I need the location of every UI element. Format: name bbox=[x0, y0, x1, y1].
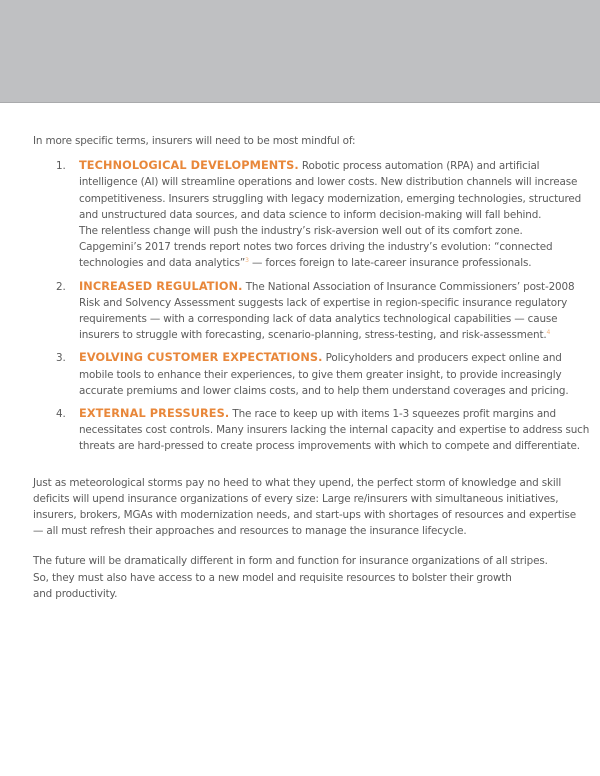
item-text: and unstructured data sources, and data science to inform decision-making will fall behind. bbox=[79, 208, 542, 221]
item-number: 4. bbox=[56, 408, 66, 421]
item-text: necessitates cost controls. Many insurers lacking the internal capacity and expertise to address such bbox=[79, 424, 590, 437]
header-band bbox=[0, 0, 600, 103]
paragraph-line: So, they must also have access to a new model and requisite resources to bolster their growth bbox=[33, 571, 512, 584]
item-heading: EVOLVING CUSTOMER EXPECTATIONS. bbox=[79, 351, 323, 365]
paragraph-line: insurers, brokers, MGAs with modernization needs, and start-ups with shortages of resources and expertise bbox=[33, 509, 577, 522]
paragraph-future bbox=[33, 553, 573, 602]
item-text: intelligence (AI) will streamline operations and lower costs. New distribution channels will increase bbox=[79, 176, 578, 189]
item-text: requirements — with a corresponding lack of data analytics technological capabilities — cause bbox=[79, 313, 558, 326]
item-text: Robotic process automation (RPA) and artificial bbox=[298, 160, 540, 173]
item-text: insurers to struggle with forecasting, scenario-planning, stress-testing, and risk-assessment. bbox=[79, 329, 547, 342]
paragraph-line: and productivity. bbox=[33, 587, 118, 600]
document-body bbox=[33, 133, 590, 602]
item-number: 1. bbox=[56, 160, 66, 173]
item-text: The National Association of Insurance Commissioners’ post-2008 bbox=[242, 280, 575, 293]
item-number: 3. bbox=[56, 352, 66, 365]
item-text: technologies and data analytics” bbox=[79, 257, 246, 270]
item-text: The race to keep up with items 1-3 squeezes profit margins and bbox=[229, 408, 556, 421]
item-text: mobile tools to enhance their experiences, to give them greater insight, to provide increasingly bbox=[79, 368, 562, 381]
paragraph-line: Just as meteorological storms pay no heed to what they upend, the perfect storm of knowledge and skill bbox=[33, 476, 562, 489]
item-text: Capgemini’s 2017 trends report notes two forces driving the industry’s evolution: “connected bbox=[79, 241, 553, 254]
item-heading: TECHNOLOGICAL DEVELOPMENTS. bbox=[79, 159, 299, 173]
item-text: — forces foreign to late-career insurance professionals. bbox=[248, 257, 532, 270]
paragraph-line: — all must refresh their approaches and resources to manage the insurance lifecycle. bbox=[33, 525, 467, 538]
item-text: competitiveness. Insurers struggling with legacy modernization, emerging technologies, structured bbox=[79, 192, 582, 205]
footnote-ref[interactable]: 4 bbox=[546, 329, 551, 337]
item-text: Policyholders and producers expect online and bbox=[322, 352, 562, 365]
item-heading: EXTERNAL PRESSURES. bbox=[79, 407, 230, 421]
considerations-list bbox=[33, 158, 590, 454]
item-heading: INCREASED REGULATION. bbox=[79, 279, 243, 293]
list-item-evolving-customer-expectations bbox=[33, 350, 573, 399]
item-text: Risk and Solvency Assessment suggests lack of expertise in region-specific insurance regulatory bbox=[79, 296, 568, 309]
item-text: accurate premiums and lower claims costs, and to help them understand coverages and pricing. bbox=[79, 384, 569, 397]
list-item-external-pressures bbox=[33, 406, 590, 455]
paragraph-line: The future will be dramatically different in form and function for insurance organizations of all stripes. bbox=[33, 555, 548, 568]
footnote-ref[interactable]: 3 bbox=[245, 257, 249, 265]
intro-text: In more specific terms, insurers will need to be most mindful of: bbox=[33, 135, 356, 147]
list-item-increased-regulation bbox=[33, 279, 573, 344]
paragraph-line: deficits will upend insurance organizations of every size: Large re/insurers with simultaneous initiatives, bbox=[33, 492, 559, 505]
paragraph-perfect-storm bbox=[33, 475, 577, 540]
item-text: The relentless change will push the industry’s risk-aversion well out of its comfort zone. bbox=[79, 225, 523, 238]
item-number: 2. bbox=[56, 280, 66, 293]
list-item-technological-developments bbox=[33, 158, 582, 271]
item-text: threats are hard-pressed to create process improvements with which to compete and differentiate. bbox=[79, 440, 580, 453]
